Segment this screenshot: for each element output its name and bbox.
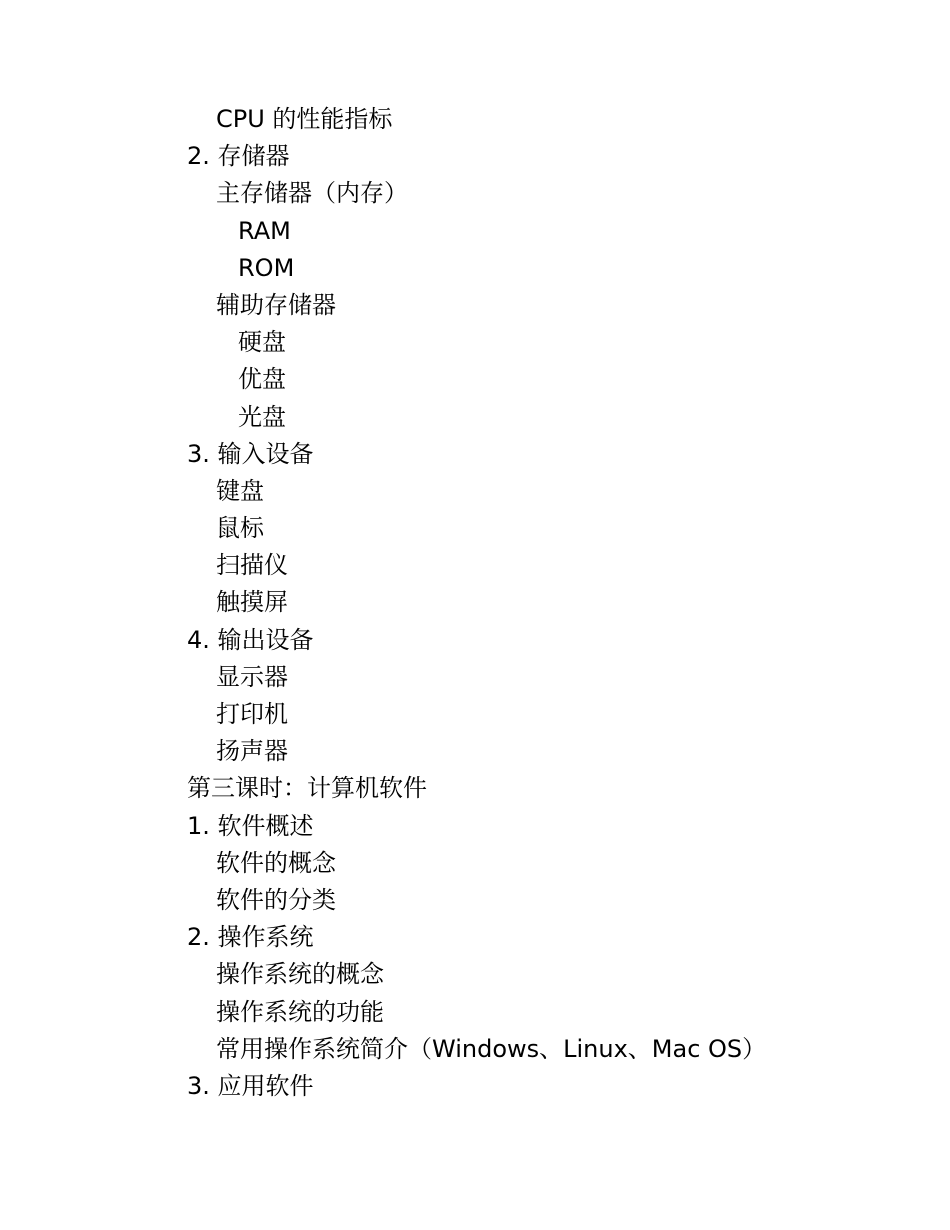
section-heading: 3. 输入设备 <box>187 439 314 468</box>
outline-subitem: 优盘 <box>238 365 286 394</box>
section-heading: 2. 操作系统 <box>187 923 314 952</box>
section-heading: 3. 应用软件 <box>187 1071 314 1100</box>
outline-item: 软件的分类 <box>216 885 336 914</box>
outline-item: 辅助存储器 <box>216 290 336 319</box>
outline-item: 扫描仪 <box>216 551 288 580</box>
outline-item: CPU 的性能指标 <box>216 105 393 133</box>
outline-item: 触摸屏 <box>216 588 288 617</box>
section-heading: 4. 输出设备 <box>187 625 314 654</box>
outline-item: 键盘 <box>216 476 264 505</box>
outline-subitem: 硬盘 <box>238 328 286 357</box>
outline-item: 主存储器（内存） <box>216 179 408 208</box>
outline-item: 操作系统的概念 <box>216 960 384 989</box>
section-heading: 2. 存储器 <box>187 142 290 171</box>
outline-subitem: ROM <box>238 253 295 282</box>
outline-subitem: RAM <box>238 216 291 245</box>
section-heading: 1. 软件概述 <box>187 811 314 840</box>
outline-item: 显示器 <box>216 662 288 691</box>
outline-item: 扬声器 <box>216 737 288 766</box>
outline-item: 打印机 <box>216 700 288 728</box>
outline-item: 操作系统的功能 <box>216 997 384 1026</box>
outline-item: 鼠标 <box>216 514 264 543</box>
outline-item: 常用操作系统简介（Windows、Linux、Mac OS） <box>216 1034 767 1063</box>
outline-subitem: 光盘 <box>238 402 286 431</box>
lesson-heading: 第三课时：计算机软件 <box>187 774 427 803</box>
course-outline <box>187 101 887 1105</box>
outline-item: 软件的概念 <box>216 848 336 877</box>
